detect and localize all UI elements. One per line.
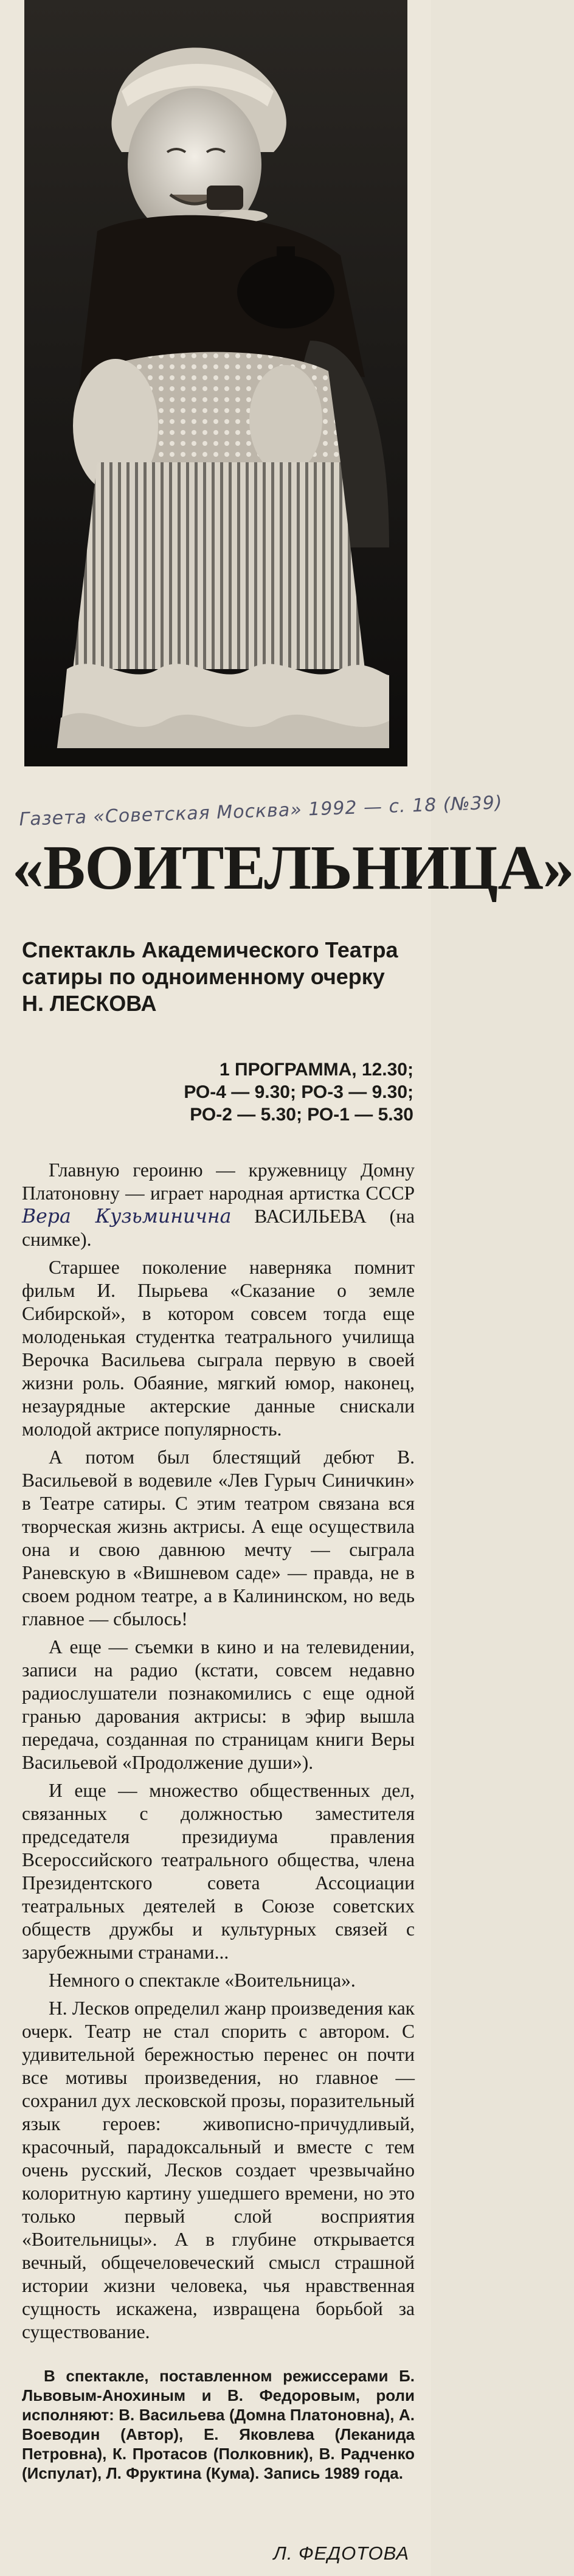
handwritten-source-note: Газета «Советская Москва» 1992 — с. 18 (№39): [18, 792, 503, 830]
schedule-line-2: РО-4 — 9.30; РО-3 — 9.30;: [184, 1082, 413, 1102]
paragraph-5: И еще — множество общественных дел, связанных с должностью заместителя председателя президиума правления Всероссийского театрального общества, члена Президентского совета Ассоциации театральных деятелей в Союзе советских обществ дружбы и культурных связей с зарубежными странами...: [22, 1780, 415, 1963]
headline: «ВОИТЕЛЬНИЦА»: [12, 833, 574, 903]
actress-surname: ВАСИЛЬЕВА: [254, 1206, 367, 1227]
handwritten-name: Вера Кузьминична: [22, 1206, 232, 1227]
broadcast-schedule: [122, 1058, 413, 1126]
paragraph-2: Старшее поколение наверняка помнит фильм И. Пырьева «Сказание о земле Сибирской», в котором совсем тогда еще молоденькая студентка театрального училища Верочка Васильева сыграла первую в своей жизни роль. Обаяние, мягкий юмор, наконец, незаурядные актерские данные снискали молодой актрисе популярность.: [22, 1257, 415, 1440]
credits-text: В спектакле, поставленном режиссерами Б. Львовым-Анохиным и В. Федоровым, роли исполняют: В. Васильева (Домна Платоновна), А. Воеводин (Автор), Е. Яковлева (Леканида Петровна), К. Протасов (Полковник), В. Радченко (Испулат), Л. Фруктина (Кума). Запись 1989 года.: [22, 2367, 415, 2482]
article-body: [22, 1159, 415, 2344]
actress-photo: [24, 0, 407, 766]
paragraph-4: А еще — съемки в кино и на телевидении, записи на радио (кстати, совсем недавно радиослушатели познакомились с еще одной гранью дарования актрисы: в эфир вышла передача, созданная по страницам книги Веры Васильевой «Продолжение души»).: [22, 1636, 415, 1773]
cast-credits: [22, 2366, 415, 2483]
photo-illustration: [24, 0, 407, 766]
paragraph-1-tail: (на снимке).: [22, 1206, 415, 1250]
schedule-line-3: РО-2 — 5.30; РО-1 — 5.30: [190, 1105, 413, 1125]
paragraph-1-text: Главную героиню — кружевницу Домну Платоновну — играет народная артистка СССР: [22, 1159, 415, 1204]
schedule-line-1: 1 ПРОГРАММА, 12.30;: [220, 1060, 413, 1080]
paragraph-6: Немного о спектакле «Воительница».: [49, 1970, 356, 1991]
paragraph-7: Н. Лесков определил жанр произведения как очерк. Театр не стал спорить с автором. С удивительной бережностью перенес он почти все мотивы произведения, но главное — сохранил дух лесковской прозы, поразительный язык героев: живописно-причудливый, красочный, парадоксальный и вместе с тем очень русский, Лесков создает чрезвычайно колоритную картину ушедшего времени, но это только первый слой восприятия «Воительницы». А в глубине открывается вечный, общечеловеческий смысл страшной истории жизни человека, чья нравственная сущность искажена, извращена борьбой за существование.: [22, 1998, 415, 2342]
paragraph-3: А потом был блестящий дебют В. Васильевой в водевиле «Лев Гурыч Синичкин» в Театре сатиры. С этим театром связана вся творческая жизнь актрисы. А еще осуществила она и свою давнюю мечту — сыграла Раневскую в «Вишневом саде» — правда, не в своем родном театре, а в Калининском, но ведь главное — сбылось!: [22, 1446, 415, 1630]
paragraph-1: [22, 1159, 415, 1251]
author-signature: Л. ФЕДОТОВА: [273, 2543, 409, 2564]
subheadline: Спектакль Академического Театра сатиры по одноименному очерку Н. ЛЕСКОВА: [22, 937, 398, 1016]
